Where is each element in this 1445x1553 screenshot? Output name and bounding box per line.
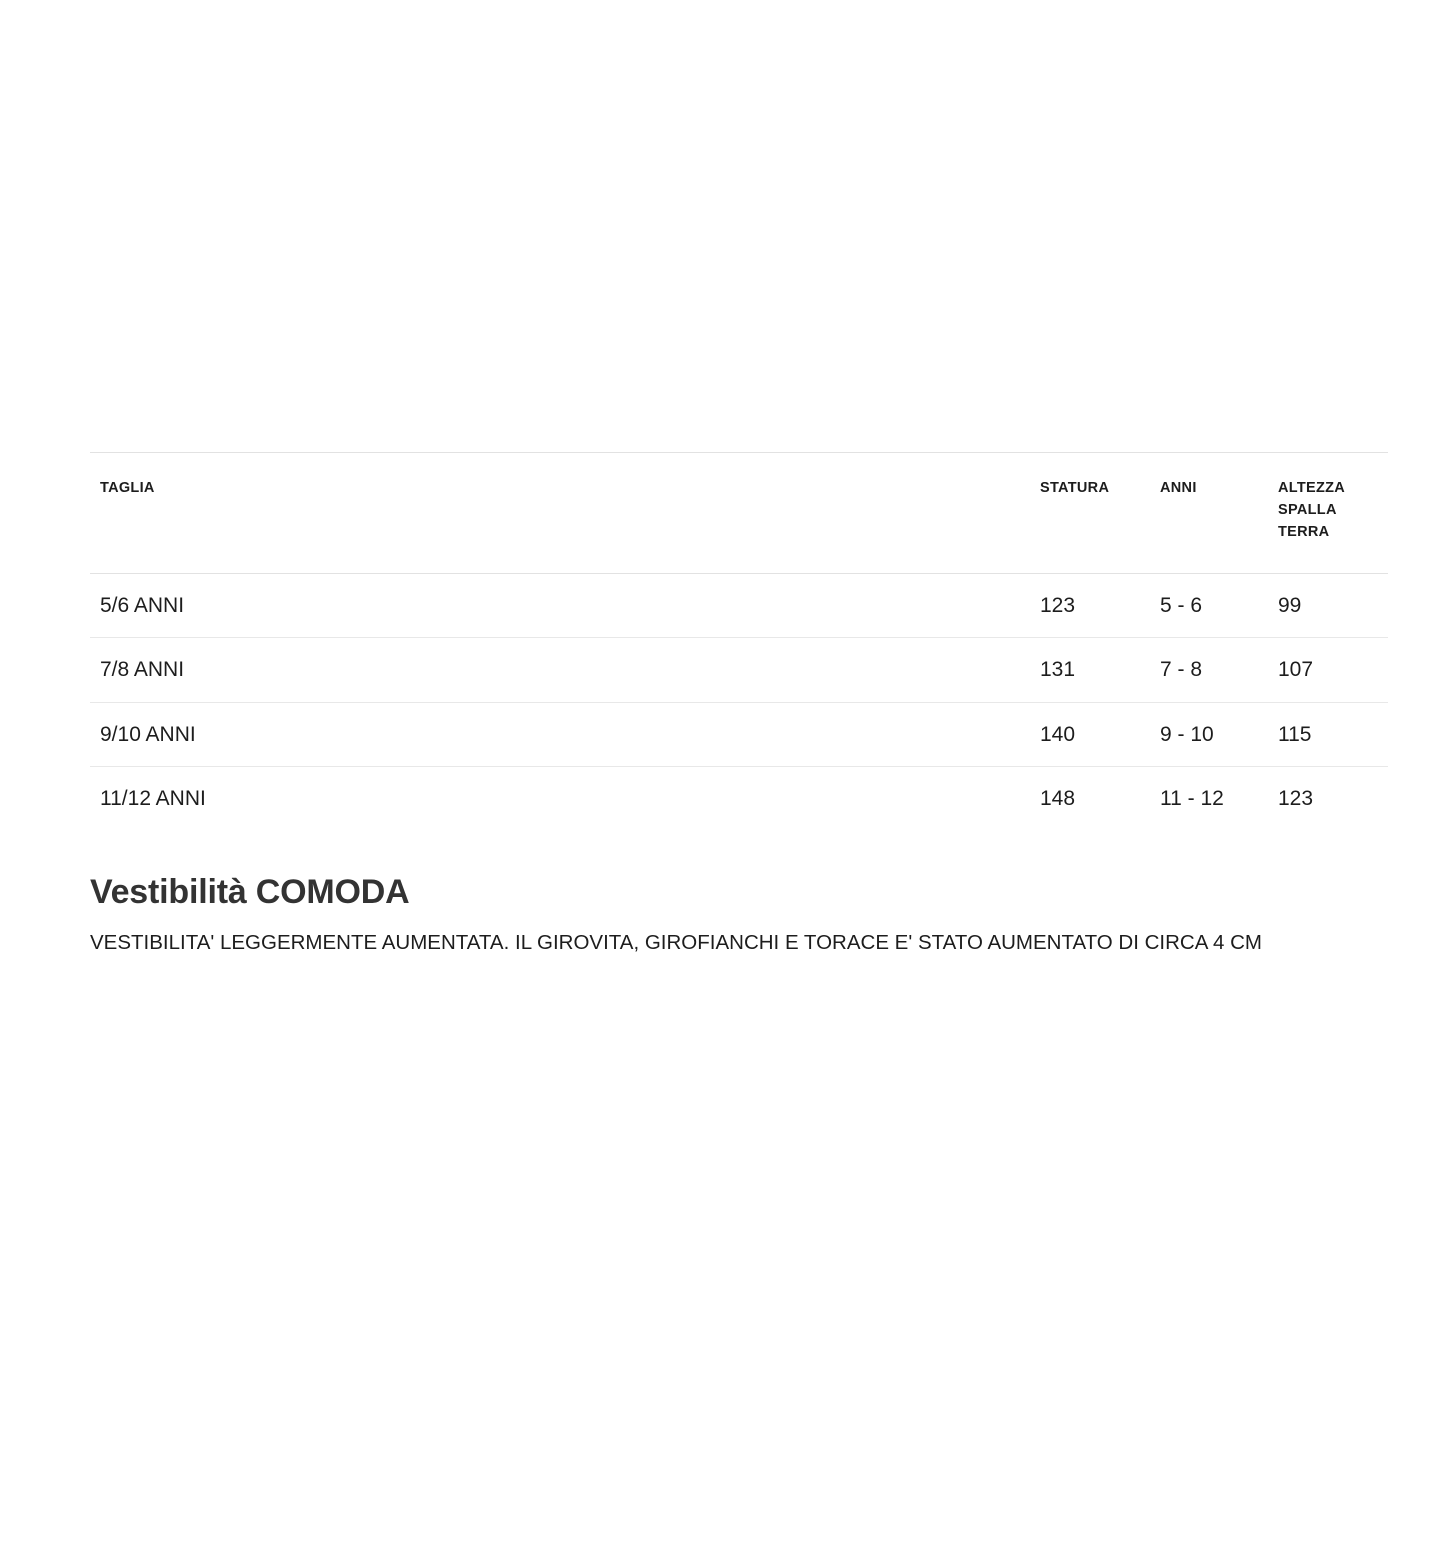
cell-statura: 123 [1040, 574, 1160, 638]
size-chart-table [90, 452, 1388, 831]
fit-section-title: Vestibilità COMODA [90, 872, 410, 911]
cell-statura: 148 [1040, 787, 1076, 811]
size-guide-content [90, 452, 1378, 957]
table-row [90, 574, 1388, 638]
table-header-row [90, 453, 1388, 574]
cell-altezza-spalla-terra: 107 [1278, 638, 1388, 702]
cell-statura: 131 [1040, 638, 1160, 702]
cell-taglia: 5/6 ANNI [90, 574, 1040, 638]
table-row [90, 638, 1388, 702]
fit-section-description: VESTIBILITA' LEGGERMENTE AUMENTATA. IL GIROVITA, GIROFIANCHI E TORACE E' STATO AUMENTATO DI CIRCA 4 CM [90, 931, 1262, 955]
column-header-anni: ANNI [1160, 453, 1278, 574]
table-body [90, 574, 1388, 831]
table-header [90, 453, 1388, 574]
cell-anni: 9 - 10 [1160, 702, 1278, 766]
cell-taglia: 11/12 ANNI [100, 787, 206, 811]
column-header-taglia: TAGLIA [90, 453, 1040, 574]
cell-altezza-spalla-terra: 99 [1278, 574, 1388, 638]
column-header-statura: STATURA [1040, 453, 1160, 574]
column-header-altezza-spalla-terra: ALTEZZA SPALLA TERRA [1278, 453, 1388, 574]
cell-taglia: 9/10 ANNI [90, 702, 1040, 766]
cell-statura: 140 [1040, 702, 1160, 766]
cell-anni: 5 - 6 [1160, 574, 1278, 638]
cell-anni: 11 - 12 [1160, 787, 1224, 811]
cell-taglia: 7/8 ANNI [90, 638, 1040, 702]
table-row [90, 767, 1388, 831]
cell-altezza-spalla-terra: 123 [1278, 787, 1314, 811]
cell-anni: 7 - 8 [1160, 638, 1278, 702]
cell-altezza-spalla-terra: 115 [1278, 702, 1388, 766]
table-row [90, 702, 1388, 766]
